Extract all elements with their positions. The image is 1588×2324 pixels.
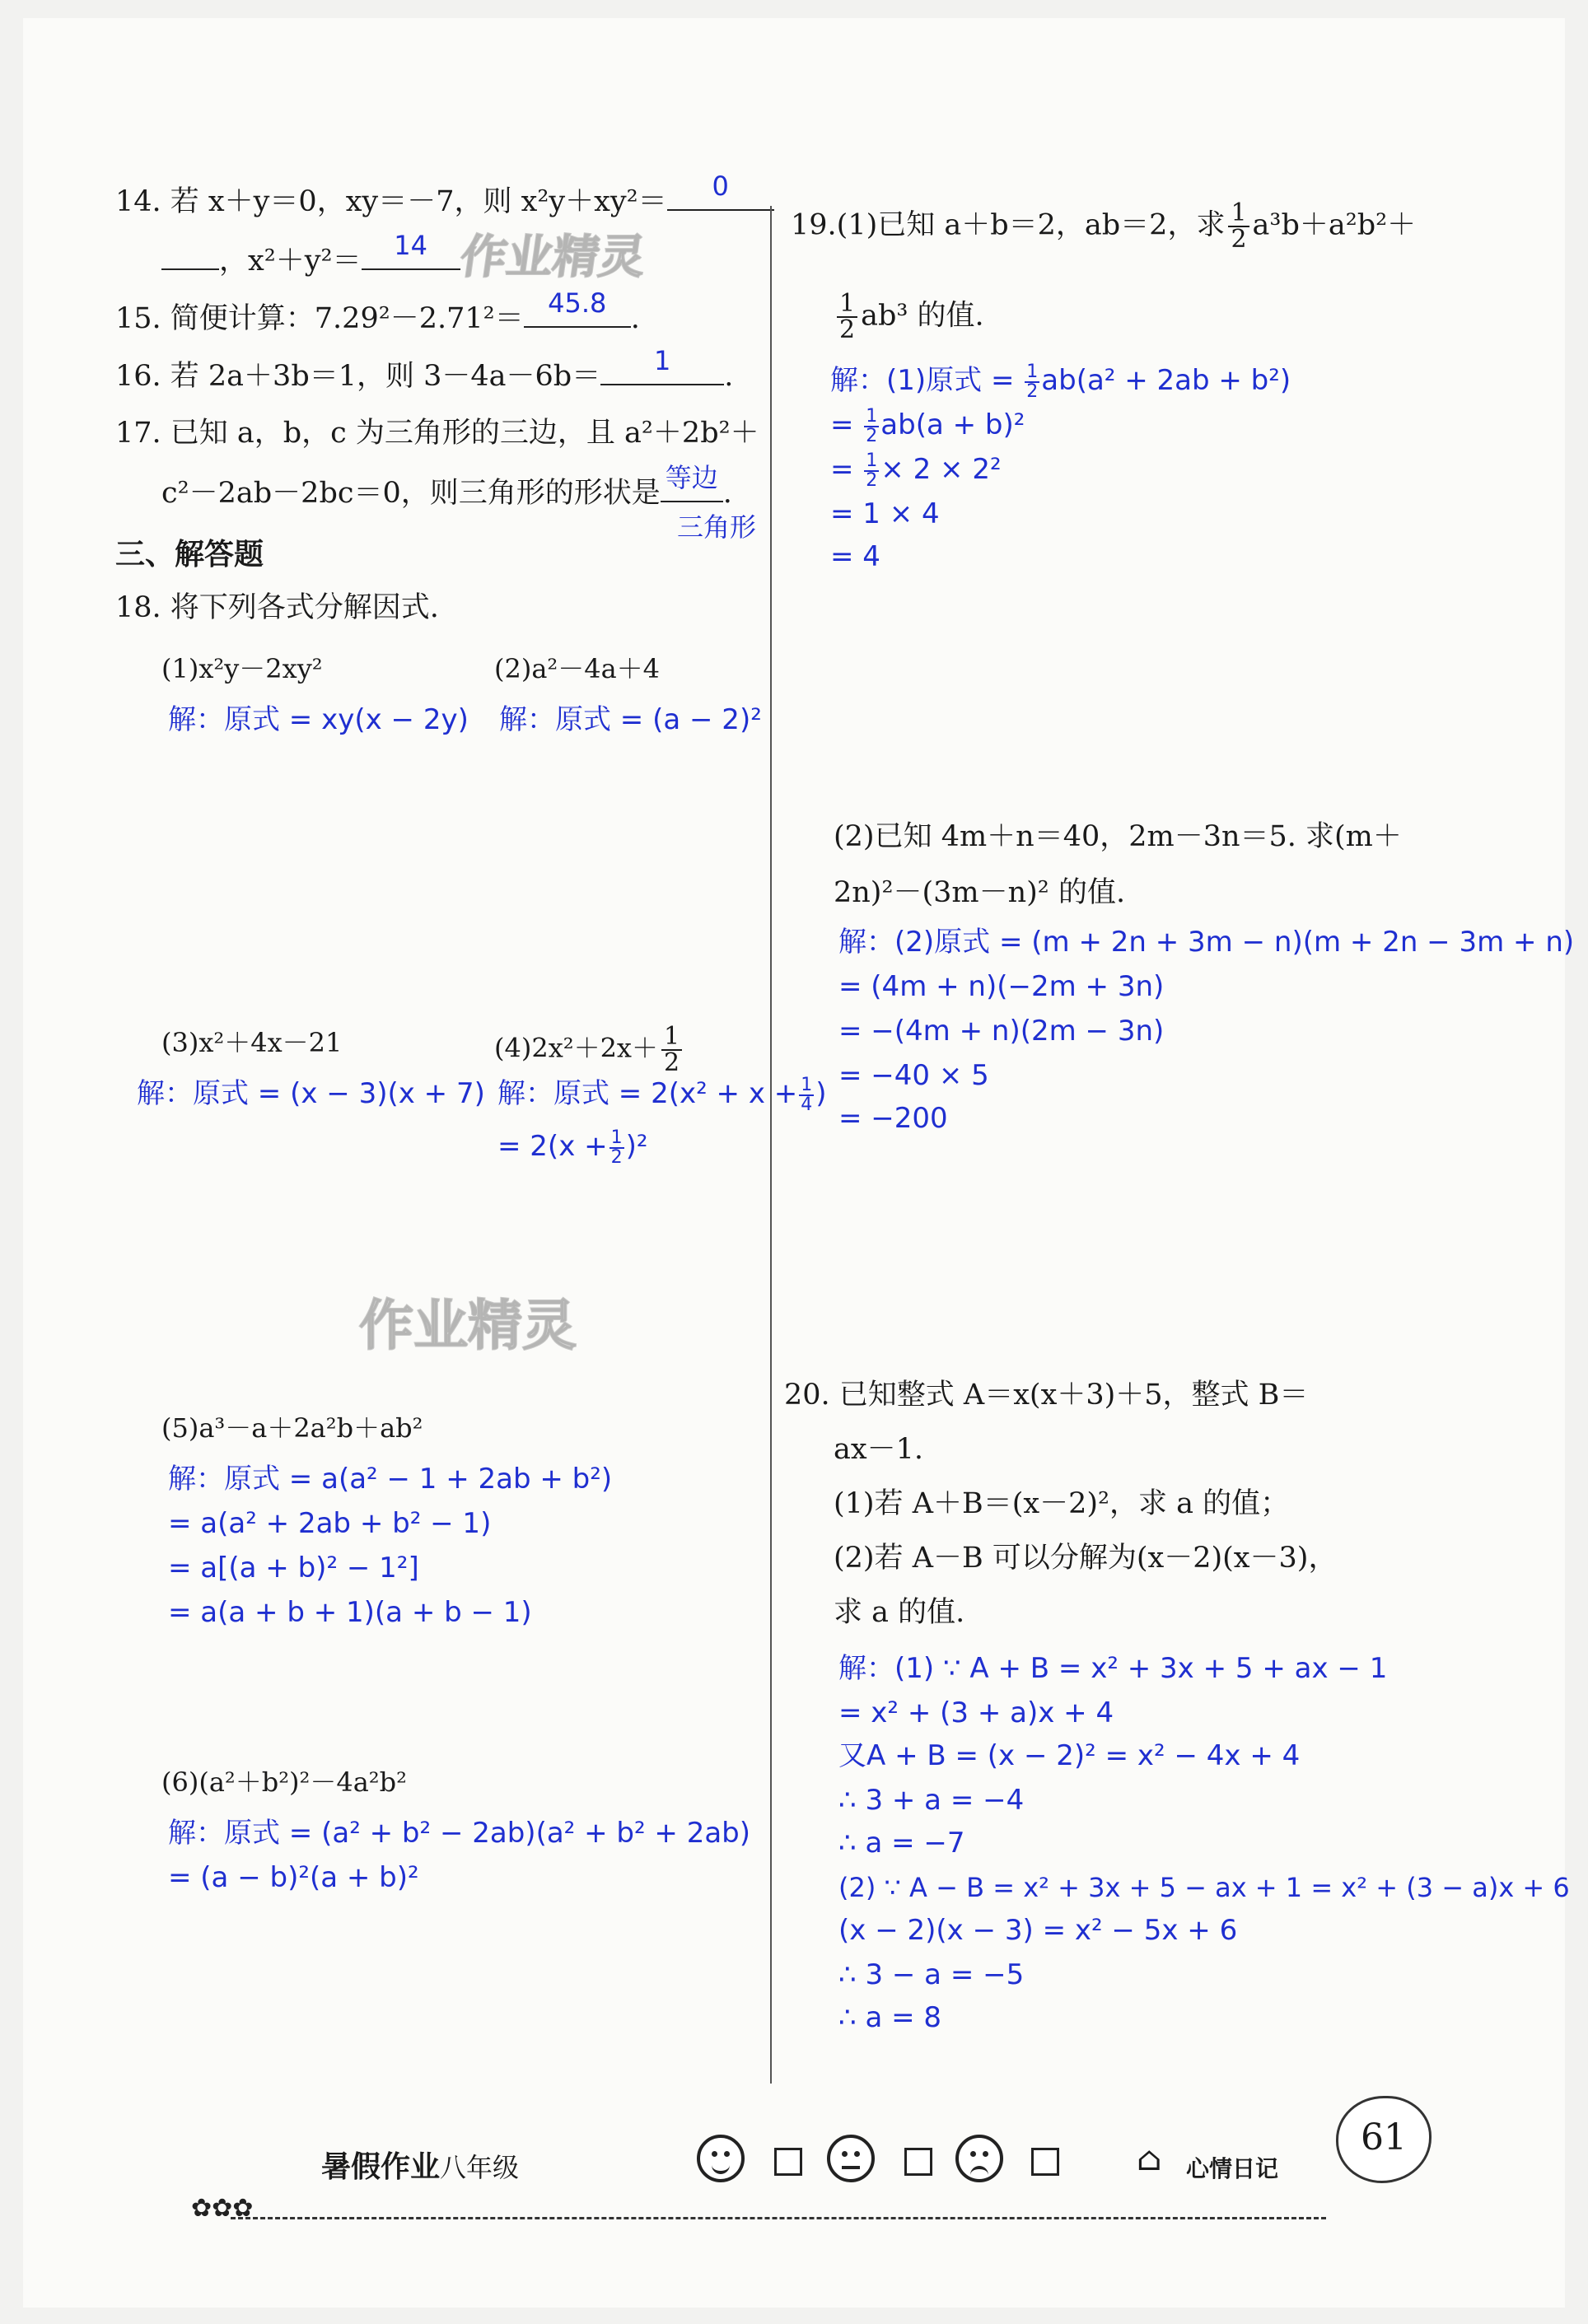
column-divider [770, 206, 772, 2084]
footer-title: 暑假作业八年级 [321, 2150, 520, 2184]
q18-p5-ans-4: = a(a + b + 1)(a + b − 1) [168, 1596, 532, 1629]
q20-ans-4: ∴ 3 + a = −4 [838, 1784, 1025, 1817]
q18-p3-answer: 解：原式 = (x − 3)(x + 7) [137, 1077, 485, 1110]
q20-ans-8: ∴ 3 − a = −5 [838, 1958, 1025, 1991]
footer-flower-icon: ✿✿✿ [191, 2194, 254, 2223]
q18-p5-ans-2: = a(a² + 2ab + b² − 1) [168, 1507, 492, 1540]
q17-line2: c²－2ab－2bc＝0，则三角形的形状是 等边 . [161, 462, 732, 510]
watermark-mid: 作业精灵 [359, 1294, 577, 1357]
section-heading: 三、解答题 [115, 538, 264, 572]
q19-p1-ans-5: = 4 [830, 540, 880, 573]
q16: 16. 若 2a＋3b＝1，则 3－4a－6b＝ 1 . [115, 345, 734, 393]
happy-checkbox[interactable] [774, 2148, 802, 2176]
q18-p1-question: (1)x²y－2xy² [161, 653, 323, 684]
q18-p1-answer: 解：原式 = xy(x − 2y) [168, 703, 469, 736]
q18-p4-answer-2: = 2(x + $\frac{1}{2}$ )² [497, 1127, 648, 1168]
q14-blank2: 14 [362, 240, 460, 270]
q20-ans-9: ∴ a = 8 [838, 2001, 942, 2034]
q14-blank-cont [161, 240, 219, 270]
q20-line1: 20. 已知整式 A＝x(x＋3)＋5，整式 B＝ [784, 1379, 1309, 1412]
happy-face-icon [697, 2135, 745, 2182]
q16-blank: 1 [600, 356, 724, 385]
q14-text: 14. 若 x＋y＝0，xy＝－7，则 x²y＋xy²＝ [115, 185, 667, 218]
q19-p2-line2: 2n)²－(3m－n)² 的值. [834, 876, 1126, 909]
q19-p1-line2: $\frac{1}{2}$ ab³ 的值. [834, 292, 984, 343]
q17-blank: 等边 [661, 473, 723, 502]
q18-p5-question: (5)a³－a＋2a²b＋ab² [161, 1412, 423, 1444]
q17-answer-cont: 三角形 [677, 511, 757, 543]
q20-line2: ax－1. [834, 1433, 923, 1466]
q18-p6-ans-2: = (a − b)²(a + b)² [168, 1861, 419, 1894]
q20-ans-7: (x − 2)(x − 3) = x² − 5x + 6 [838, 1914, 1238, 1947]
q20-ans-1: 解：(1) ∵ A + B = x² + 3x + 5 + ax − 1 [838, 1652, 1388, 1685]
q18-p2-answer: 解：原式 = (a − 2)² [499, 703, 762, 736]
q18-p6-ans-1: 解：原式 = (a² + b² − 2ab)(a² + b² + 2ab) [168, 1817, 751, 1850]
watermark-top: 作业精灵 [456, 231, 649, 284]
q19-p2-ans-2: = (4m + n)(−2m + 3n) [838, 970, 1165, 1003]
q20-line4: (2)若 A－B 可以分解为(x－2)(x－3)， [834, 1542, 1338, 1575]
page-number: 61 [1336, 2096, 1432, 2183]
q18-p6-question: (6)(a²＋b²)²－4a²b² [161, 1766, 407, 1798]
q20-ans-2: = x² + (3 + a)x + 4 [838, 1696, 1114, 1729]
q18-p5-ans-1: 解：原式 = a(a² − 1 + 2ab + b²) [168, 1463, 613, 1496]
q20-line3: (1)若 A＋B＝(x－2)²，求 a 的值； [834, 1487, 1290, 1520]
q18-p4-answer-1: 解：原式 = 2(x² + x + $\frac{1}{4}$ ) [497, 1074, 827, 1115]
q19-p1-ans-1: 解：(1)原式 = $\frac{1}{2}$ ab(a² + 2ab + b²) [830, 361, 1291, 402]
sad-checkbox[interactable] [1031, 2148, 1059, 2176]
q15-blank: 45.8 [524, 298, 631, 328]
q20-ans-3: 又A + B = (x − 2)² = x² − 4x + 4 [838, 1739, 1301, 1772]
q19-p2-ans-3: = −(4m + n)(2m − 3n) [838, 1015, 1165, 1048]
q18-p5-ans-3: = a[(a + b)² − 1²] [168, 1552, 419, 1584]
q19-p1-line1: 19.(1)已知 a＋b＝2，ab＝2，求 $\frac{1}{2}$ a³b＋a²b²＋ [791, 198, 1417, 254]
q19-p1-ans-3: = $\frac{1}{2}$ × 2 × 2² [830, 450, 1002, 491]
footer-dashed-line [231, 2217, 1326, 2219]
sad-face-icon [955, 2135, 1003, 2182]
q19-p2-line1: (2)已知 4m＋n＝40，2m－3n＝5. 求(m＋ [834, 820, 1402, 853]
q17-line1: 17. 已知 a，b，c 为三角形的三边，且 a²＋2b²＋ [115, 417, 759, 450]
q20-line5: 求 a 的值. [834, 1596, 965, 1629]
q14-blank1: 0 [667, 181, 774, 211]
q18-p3-question: (3)x²＋4x－21 [161, 1027, 343, 1058]
q14-line1 [115, 170, 774, 220]
q20-ans-5: ∴ a = −7 [838, 1827, 965, 1860]
footer-diary: 心情日记 [1186, 2155, 1279, 2182]
footer-house-icon: ⌂ [1137, 2140, 1162, 2178]
q14-line2: ，x²＋y²＝ 14 [161, 240, 460, 279]
q19-p2-ans-5: = −200 [838, 1102, 948, 1135]
q19-p1-ans-4: = 1 × 4 [830, 497, 940, 530]
q19-p1-ans-2: = $\frac{1}{2}$ ab(a + b)² [830, 405, 1025, 446]
q15: 15. 简便计算：7.29²－2.71²＝ 45.8 . [115, 287, 640, 335]
q18-p4-question: (4)2x²＋2x＋ $\frac{1}{2}$ [494, 1024, 685, 1076]
neutral-face-icon [827, 2135, 875, 2182]
q20-ans-6: (2) ∵ A − B = x² + 3x + 5 − ax + 1 = x² + (3 − a)x + 6 [838, 1872, 1570, 1903]
q18-title: 18. 将下列各式分解因式. [115, 591, 439, 624]
q19-p2-ans-1: 解：(2)原式 = (m + 2n + 3m − n)(m + 2n − 3m + n) [838, 926, 1575, 959]
neutral-checkbox[interactable] [904, 2148, 932, 2176]
q18-p2-question: (2)a²－4a＋4 [494, 653, 661, 684]
q19-p2-ans-4: = −40 × 5 [838, 1059, 989, 1092]
